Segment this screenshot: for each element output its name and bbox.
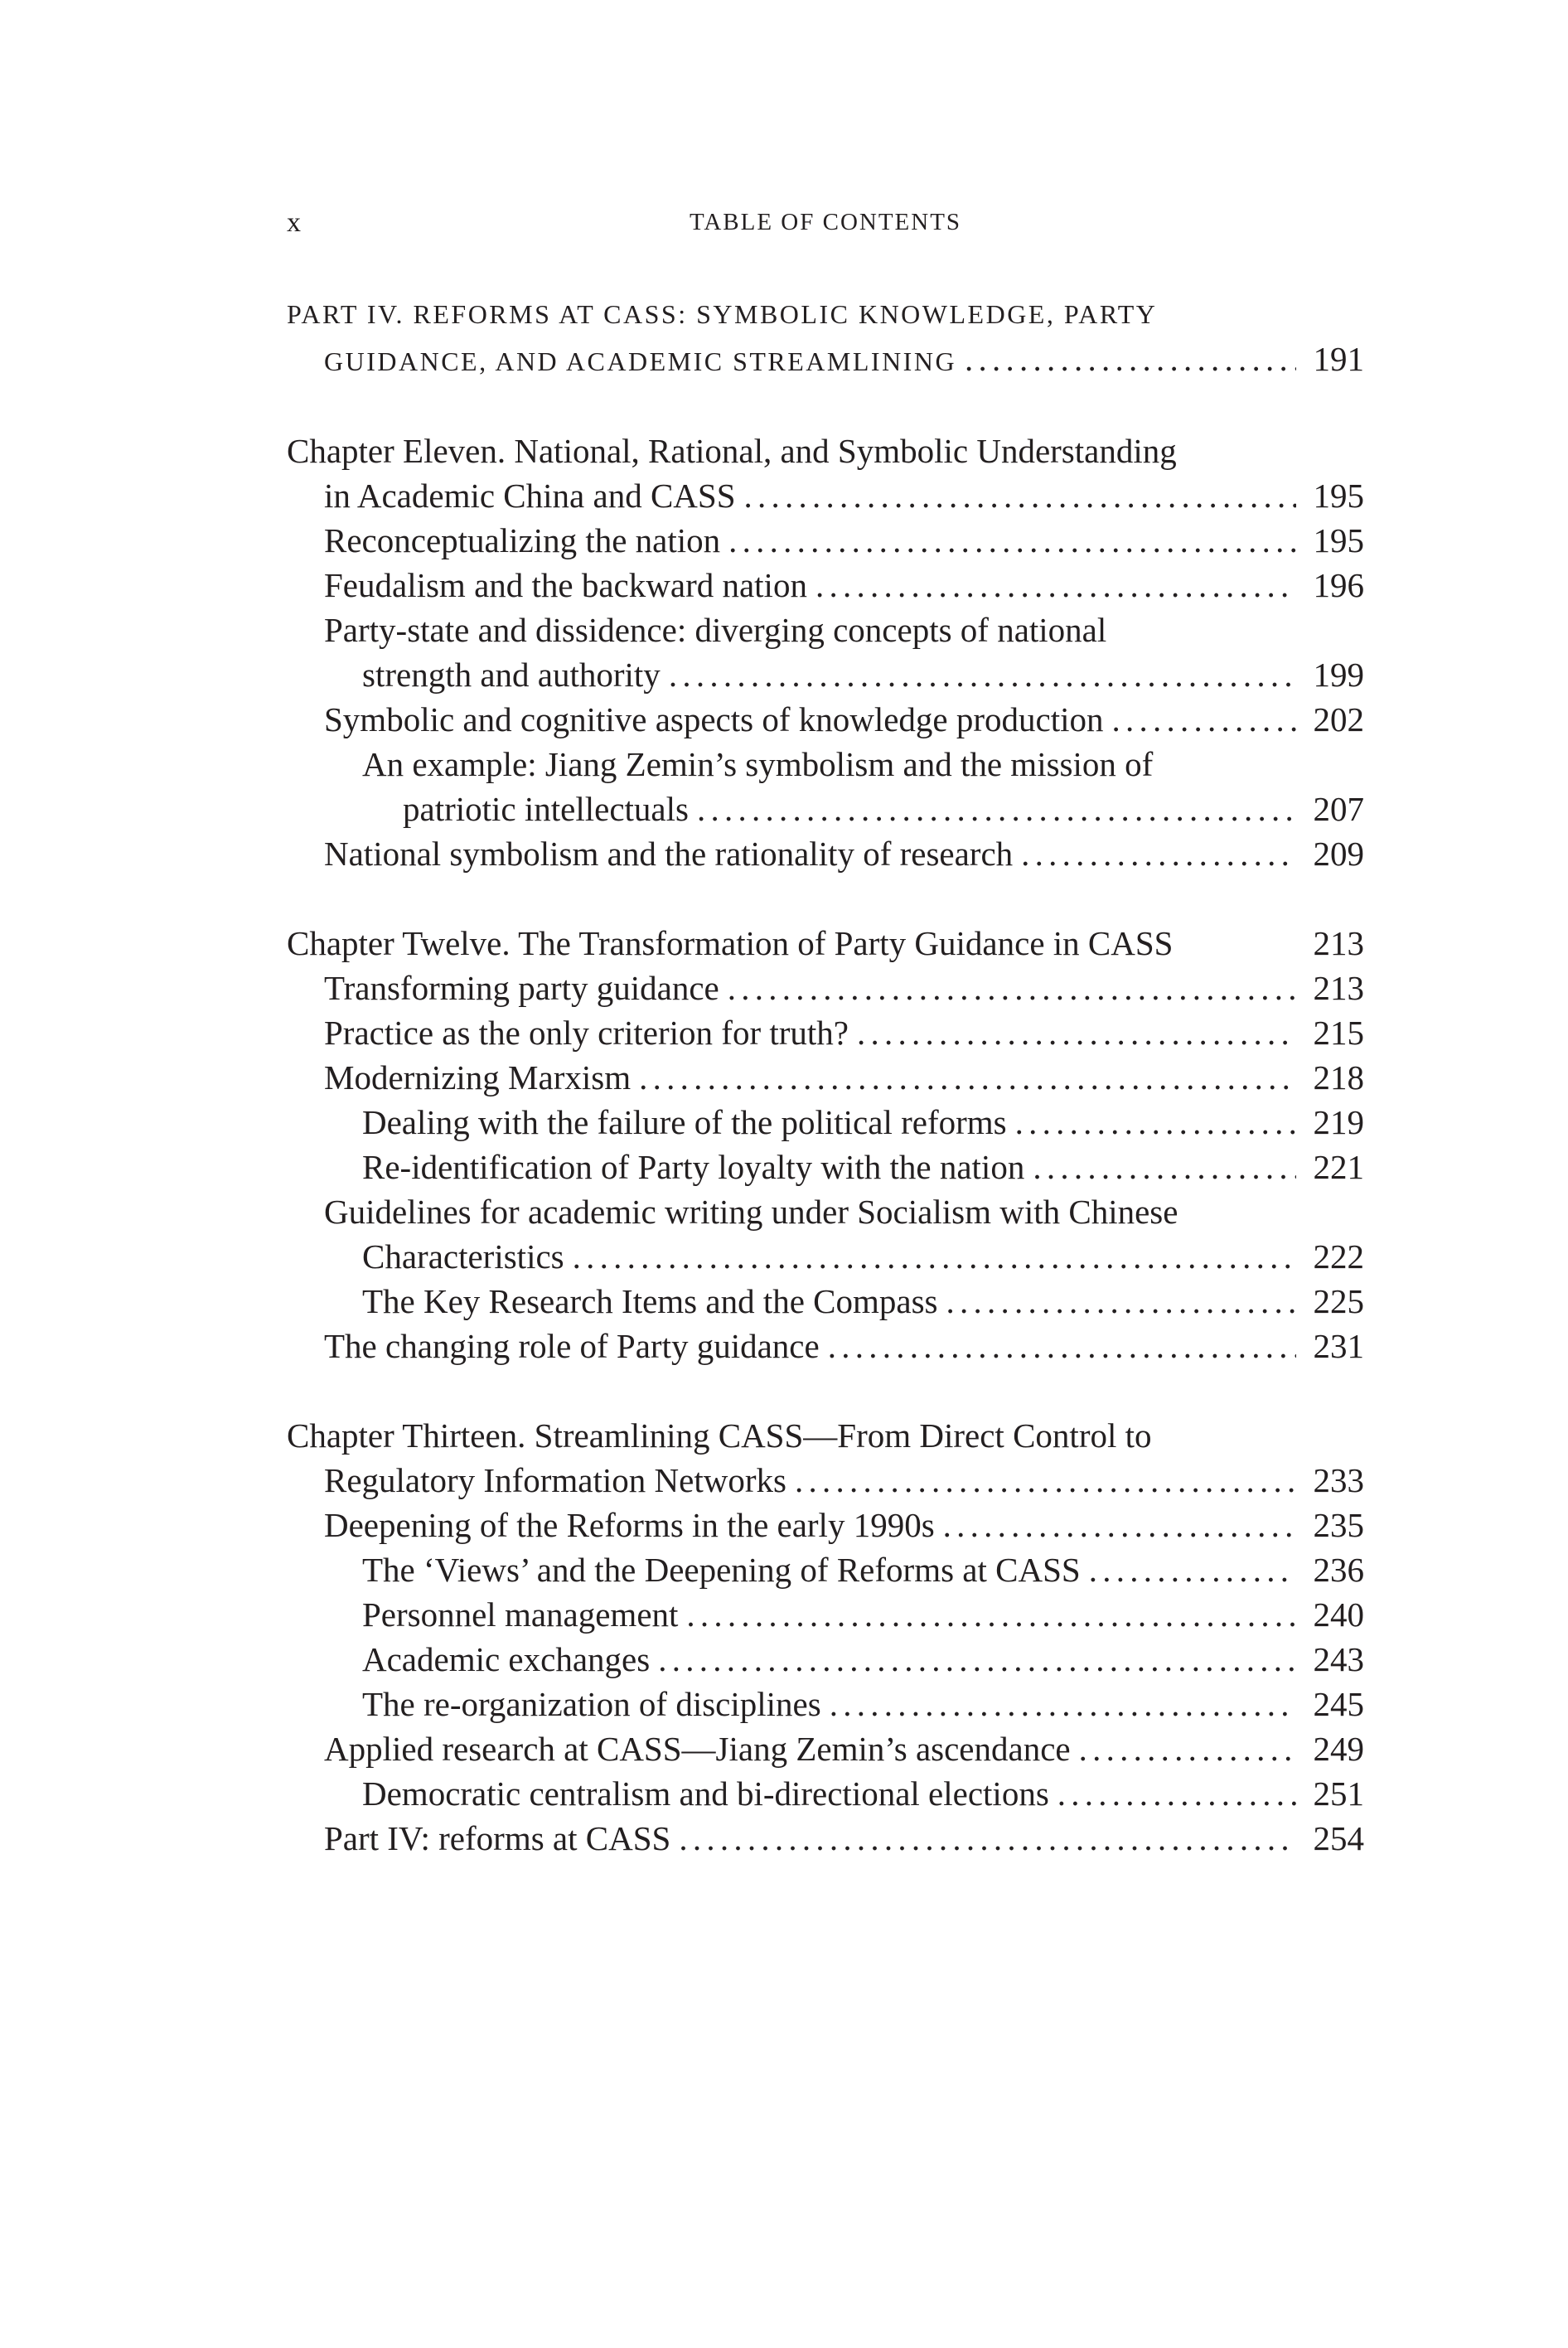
dot-leader: [679, 1816, 1296, 1861]
page-number: 215: [1313, 1014, 1364, 1052]
dot-leader: [815, 563, 1296, 608]
dot-leader: [830, 1682, 1296, 1726]
dot-leader: [744, 473, 1296, 518]
dot-leader: [828, 1324, 1296, 1368]
page-header: [287, 207, 1364, 244]
toc-subsection-entry[interactable]: [287, 1682, 1364, 1726]
dot-leader: [1089, 1547, 1296, 1592]
section-title: Modernizing Marxism: [324, 1058, 632, 1097]
dot-leader: [573, 1234, 1296, 1279]
section-title-line1: Party-state and dissidence: diverging concepts of national: [324, 611, 1107, 649]
toc-subsection-entry[interactable]: [287, 1771, 1364, 1816]
section-title: Applied research at CASS—Jiang Zemin’s ascendance: [324, 1730, 1071, 1768]
chapter-title-line1: Chapter Thirteen. Streamlining CASS—From Direct Control to: [287, 1416, 1152, 1455]
dot-leader: [639, 1055, 1296, 1100]
page-number: 218: [1313, 1058, 1364, 1097]
dot-leader: [1057, 1771, 1296, 1816]
toc-chapter-entry[interactable]: [287, 1413, 1364, 1503]
page-number: 231: [1313, 1327, 1364, 1365]
page-number: 225: [1313, 1282, 1364, 1320]
section-title: Deepening of the Reforms in the early 1990s: [324, 1506, 935, 1544]
toc-subsection-entry[interactable]: [287, 1637, 1364, 1682]
part-title-line2: GUIDANCE, AND ACADEMIC STREAMLINING: [324, 346, 957, 376]
dot-leader: [1015, 1100, 1296, 1145]
page-number: 195: [1313, 521, 1364, 559]
page-number: 249: [1313, 1730, 1364, 1768]
dot-leader: [946, 1279, 1296, 1324]
page-number: 195: [1313, 477, 1364, 515]
section-title: Practice as the only criterion for truth?: [324, 1014, 849, 1052]
toc-section-entry[interactable]: [287, 966, 1364, 1010]
page-number: 254: [1313, 1819, 1364, 1857]
page-number: 236: [1313, 1551, 1364, 1589]
section-title-line1: Guidelines for academic writing under Socialism with Chinese: [324, 1193, 1178, 1231]
toc-section-entry[interactable]: [287, 518, 1364, 563]
page-number: 191: [1313, 340, 1364, 378]
page-number: 235: [1313, 1506, 1364, 1544]
toc-chapter-entry[interactable]: [287, 921, 1364, 966]
toc-section-entry[interactable]: [287, 831, 1364, 876]
table-of-contents: [287, 292, 1364, 1861]
toc-section-entry[interactable]: [287, 1726, 1364, 1771]
page-number: 243: [1313, 1640, 1364, 1678]
subsection-title: Democratic centralism and bi-directional elections: [362, 1774, 1049, 1813]
dot-leader: [728, 966, 1296, 1010]
subsection-title: patriotic intellectuals: [403, 790, 689, 828]
page-folio: x: [287, 207, 302, 238]
toc-section-entry[interactable]: [287, 1055, 1364, 1100]
page-number: 219: [1313, 1103, 1364, 1141]
section-title: Reconceptualizing the nation: [324, 521, 721, 559]
section-gap: [287, 876, 1364, 921]
toc-section-entry[interactable]: [287, 1010, 1364, 1055]
toc-subsection-entry[interactable]: [287, 1592, 1364, 1637]
part-title-line1: PART IV. REFORMS AT CASS: SYMBOLIC KNOWLEDGE, PARTY: [287, 299, 1158, 329]
toc-section-entry[interactable]: [287, 697, 1364, 742]
toc-subsection-entry[interactable]: [287, 1547, 1364, 1592]
subsection-title: Dealing with the failure of the political reforms: [362, 1103, 1007, 1141]
dot-leader: [857, 1010, 1296, 1055]
dot-leader: [1021, 831, 1296, 876]
subsection-title: The ‘Views’ and the Deepening of Reforms at CASS: [362, 1551, 1081, 1589]
subsection-title-line1: An example: Jiang Zemin’s symbolism and the mission of: [362, 745, 1154, 783]
dot-leader: [697, 787, 1296, 831]
dot-leader: [1079, 1726, 1296, 1771]
page-number: 213: [1313, 969, 1364, 1007]
dot-leader: [669, 652, 1296, 697]
dot-leader: [965, 336, 1296, 381]
toc-section-entry[interactable]: [287, 1324, 1364, 1368]
chapter-title-line1: Chapter Eleven. National, Rational, and Symbolic Understanding: [287, 432, 1177, 470]
toc-section-entry[interactable]: [287, 608, 1364, 697]
toc-subsection-entry[interactable]: [287, 1279, 1364, 1324]
section-title: strength and authority: [362, 656, 661, 694]
subsection-title: Personnel management: [362, 1595, 679, 1634]
chapter-title-line2: Regulatory Information Networks: [324, 1461, 786, 1499]
page-number: 213: [1313, 924, 1364, 962]
subsection-title: The Key Research Items and the Compass: [362, 1282, 938, 1320]
subsection-title: Academic exchanges: [362, 1640, 651, 1678]
page-number: 196: [1313, 566, 1364, 604]
page-number: 202: [1313, 700, 1364, 738]
page-number: 251: [1313, 1774, 1364, 1813]
dot-leader: [658, 1637, 1296, 1682]
subsection-title: The re-organization of disciplines: [362, 1685, 821, 1723]
section-title: The changing role of Party guidance: [324, 1327, 820, 1365]
subsection-title: Re-identification of Party loyalty with the nation: [362, 1148, 1025, 1186]
page-number: 221: [1313, 1148, 1364, 1186]
toc-subsection-entry[interactable]: [287, 742, 1364, 831]
section-title: Symbolic and cognitive aspects of knowledge production: [324, 700, 1104, 738]
section-gap: [287, 384, 1364, 428]
dot-leader: [728, 518, 1296, 563]
dot-leader: [943, 1503, 1296, 1547]
toc-subsection-entry[interactable]: [287, 1100, 1364, 1145]
chapter-title: Chapter Twelve. The Transformation of Party Guidance in CASS: [287, 924, 1174, 962]
toc-section-entry[interactable]: [287, 1503, 1364, 1547]
dot-leader: [1033, 1145, 1296, 1189]
page-number: 209: [1313, 835, 1364, 873]
section-title: Transforming party guidance: [324, 969, 719, 1007]
page-number: 199: [1313, 656, 1364, 694]
dot-leader: [686, 1592, 1296, 1637]
section-gap: [287, 1368, 1364, 1413]
dot-leader: [795, 1458, 1296, 1503]
toc-part-entry[interactable]: [287, 292, 1364, 384]
toc-subsection-entry[interactable]: [287, 1145, 1364, 1189]
page-number: 222: [1313, 1237, 1364, 1276]
toc-chapter-entry[interactable]: [287, 428, 1364, 518]
chapter-title-line2: in Academic China and CASS: [324, 477, 736, 515]
page-number: 233: [1313, 1461, 1364, 1499]
dot-leader: [1112, 697, 1296, 742]
running-head: TABLE OF CONTENTS: [689, 209, 962, 235]
toc-section-entry[interactable]: [287, 563, 1364, 608]
page-number: 245: [1313, 1685, 1364, 1723]
section-title: Part IV: reforms at CASS: [324, 1819, 671, 1857]
page-number: 240: [1313, 1595, 1364, 1634]
section-title: National symbolism and the rationality of research: [324, 835, 1014, 873]
section-title: Characteristics: [362, 1237, 564, 1276]
section-title: Feudalism and the backward nation: [324, 566, 807, 604]
toc-section-entry[interactable]: [287, 1189, 1364, 1279]
toc-section-entry[interactable]: [287, 1816, 1364, 1861]
page-number: 207: [1313, 790, 1364, 828]
